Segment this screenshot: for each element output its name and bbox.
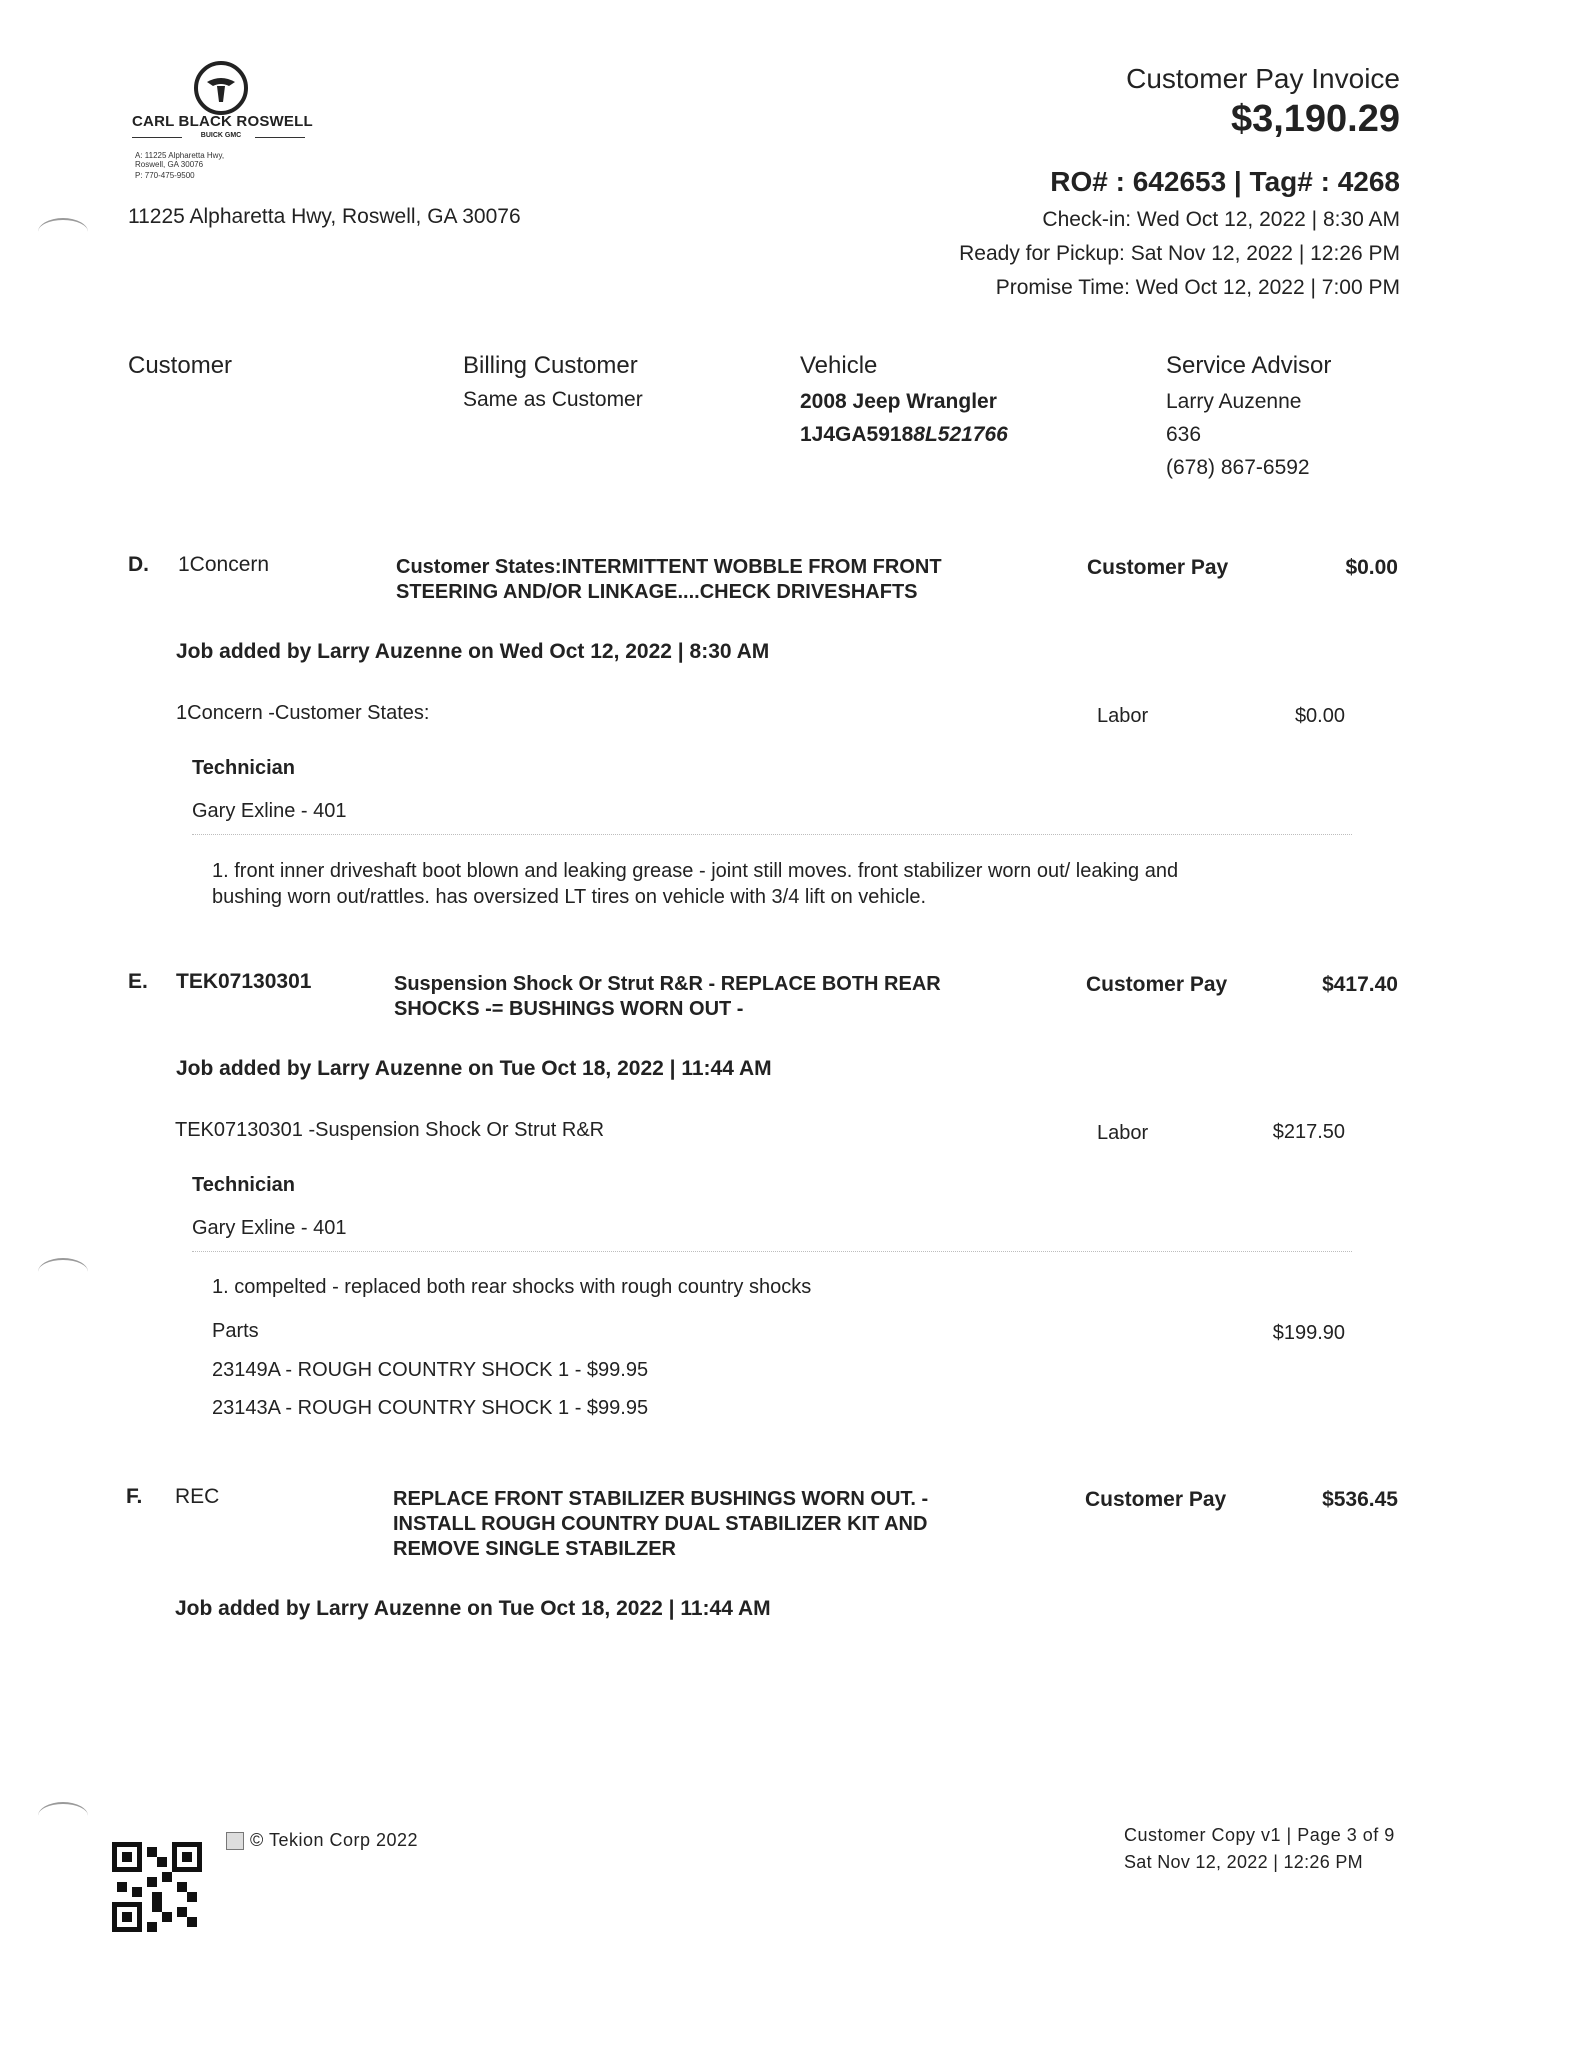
labor-amount: $0.00 xyxy=(1294,705,1345,727)
job-description xyxy=(396,555,996,605)
labor-description: TEK07130301 -Suspension Shock Or Strut R&R xyxy=(175,1119,605,1141)
vehicle-vin xyxy=(800,423,1008,447)
job-pay-type: Customer Pay xyxy=(1087,556,1229,579)
invoice-title: Customer Pay Invoice xyxy=(1126,63,1400,94)
job-letter: F. xyxy=(126,1485,143,1508)
vehicle-label: Vehicle xyxy=(800,352,878,379)
note-line: 1. front inner driveshaft boot blown and leaking grease - joint still moves. front stabilizer worn out/ leaking and xyxy=(212,860,1179,882)
dotted-divider xyxy=(192,1251,1352,1252)
logo-address-line: A: 11225 Alpharetta Hwy, xyxy=(135,151,225,160)
logo-brands: BUICK GMC xyxy=(200,132,242,139)
job-description xyxy=(393,1487,993,1562)
technician-name: Gary Exline - 401 xyxy=(192,800,347,822)
service-advisor-phone: (678) 867-6592 xyxy=(1166,456,1310,479)
job-amount: $536.45 xyxy=(1322,1488,1398,1511)
punch-hole-mark xyxy=(38,218,88,246)
page-info: Customer Copy v1 | Page 3 of 9 xyxy=(1124,1825,1395,1845)
job-pay-type: Customer Pay xyxy=(1086,973,1228,996)
labor-amount: $217.50 xyxy=(1272,1121,1345,1143)
technician-name: Gary Exline - 401 xyxy=(192,1217,347,1239)
part-item: 23149A - ROUGH COUNTRY SHOCK 1 - $99.95 xyxy=(212,1359,649,1381)
job-amount: $0.00 xyxy=(1345,556,1398,579)
job-code: 1Concern xyxy=(178,553,270,576)
promise-time: Promise Time: Wed Oct 12, 2022 | 7:00 PM xyxy=(995,276,1400,299)
steering-wheel-logo-icon xyxy=(193,60,249,116)
qr-code-icon xyxy=(112,1842,202,1932)
vin-suffix: 8L521766 xyxy=(913,423,1008,446)
invoice-total: $3,190.29 xyxy=(1230,98,1400,140)
technician-note xyxy=(212,1274,1352,1300)
job-description-line: SHOCKS -= BUSHINGS WORN OUT - xyxy=(394,998,744,1020)
vin-prefix: 1J4GA5918 xyxy=(800,423,914,446)
job-description-line: Customer States:INTERMITTENT WOBBLE FROM FRONT xyxy=(396,556,942,578)
ready-for-pickup-time: Ready for Pickup: Sat Nov 12, 2022 | 12:26 PM xyxy=(959,242,1400,265)
dotted-divider xyxy=(192,834,1352,835)
job-added-info: Job added by Larry Auzenne on Tue Oct 18, 2022 | 11:44 AM xyxy=(176,1057,772,1080)
parts-label: Parts xyxy=(212,1320,259,1342)
job-description-line: REMOVE SINGLE STABILZER xyxy=(393,1538,676,1560)
labor-label: Labor xyxy=(1097,1122,1149,1144)
logo-divider xyxy=(255,137,305,138)
service-advisor-name: Larry Auzenne xyxy=(1166,390,1302,413)
part-item: 23143A - ROUGH COUNTRY SHOCK 1 - $99.95 xyxy=(212,1397,649,1419)
job-description-line: Suspension Shock Or Strut R&R - REPLACE BOTH REAR xyxy=(394,973,941,995)
billing-customer-label: Billing Customer xyxy=(463,352,638,379)
job-letter: E. xyxy=(128,970,148,993)
job-description-line: REPLACE FRONT STABILIZER BUSHINGS WORN OUT. - xyxy=(393,1488,929,1510)
tekion-logo-icon xyxy=(226,1832,244,1850)
labor-label: Labor xyxy=(1097,705,1149,727)
ro-tag-number: RO# : 642653 | Tag# : 4268 xyxy=(1050,166,1400,197)
punch-hole-mark xyxy=(38,1258,88,1286)
labor-description: 1Concern -Customer States: xyxy=(176,702,430,724)
print-date: Sat Nov 12, 2022 | 12:26 PM xyxy=(1124,1852,1363,1872)
job-added-info: Job added by Larry Auzenne on Wed Oct 12, 2022 | 8:30 AM xyxy=(176,640,770,663)
technician-label: Technician xyxy=(192,1174,295,1196)
dealer-address: 11225 Alpharetta Hwy, Roswell, GA 30076 xyxy=(128,205,521,228)
job-description-line: STEERING AND/OR LINKAGE....CHECK DRIVESHAFTS xyxy=(396,581,918,603)
service-advisor-label: Service Advisor xyxy=(1166,352,1332,379)
job-amount: $417.40 xyxy=(1322,973,1398,996)
job-pay-type: Customer Pay xyxy=(1085,1488,1227,1511)
job-description xyxy=(394,972,994,1022)
job-code: REC xyxy=(175,1485,220,1508)
job-added-info: Job added by Larry Auzenne on Tue Oct 18, 2022 | 11:44 AM xyxy=(175,1597,771,1620)
job-code: TEK07130301 xyxy=(176,970,312,993)
job-letter: D. xyxy=(128,553,149,576)
service-advisor-id: 636 xyxy=(1166,423,1202,446)
job-description-line: INSTALL ROUGH COUNTRY DUAL STABILIZER KIT AND xyxy=(393,1513,928,1535)
logo-name: CARL BLACK ROSWELL xyxy=(132,113,313,130)
technician-note xyxy=(212,858,1352,910)
check-in-time: Check-in: Wed Oct 12, 2022 | 8:30 AM xyxy=(1042,208,1400,231)
parts-amount: $199.90 xyxy=(1272,1322,1345,1344)
customer-label: Customer xyxy=(128,352,233,379)
punch-hole-mark xyxy=(38,1802,88,1830)
note-line: bushing worn out/rattles. has oversized LT tires on vehicle with 3/4 lift on vehicle. xyxy=(212,886,927,908)
logo-address-line: Roswell, GA 30076 xyxy=(135,160,204,169)
vehicle-model: 2008 Jeep Wrangler xyxy=(800,390,997,413)
note-line: 1. compelted - replaced both rear shocks with rough country shocks xyxy=(212,1276,812,1298)
copyright: © Tekion Corp 2022 xyxy=(250,1830,419,1850)
technician-label: Technician xyxy=(192,757,295,779)
billing-customer-value: Same as Customer xyxy=(463,388,643,411)
logo-phone: P: 770-475-9500 xyxy=(135,171,195,180)
